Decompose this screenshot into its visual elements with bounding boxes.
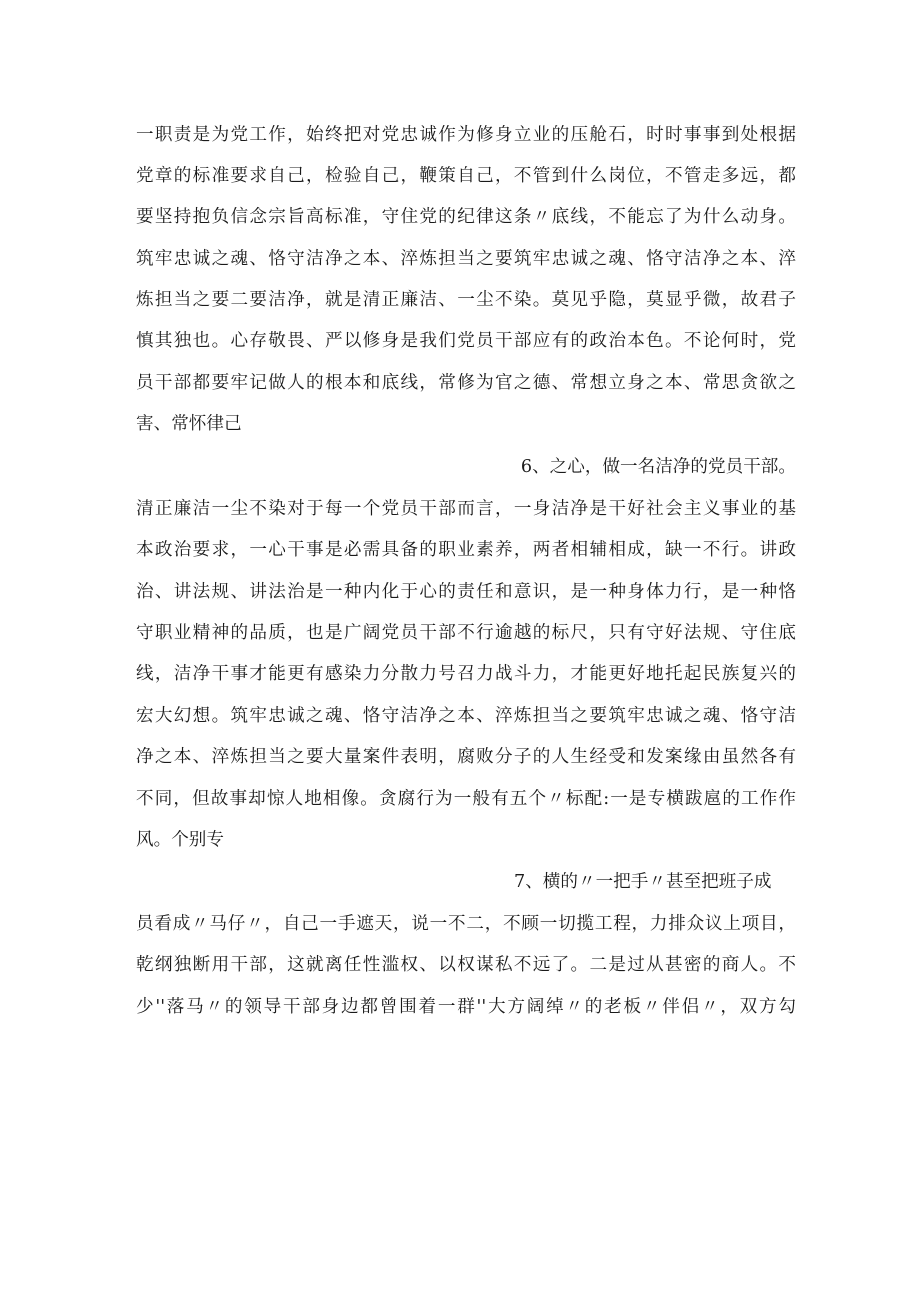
body-text-line: 清正廉洁一尘不染对于每一个党员干部而言，一身洁净是干好社会主义事业的基 [136, 499, 796, 519]
body-text-line: 要坚持抱负信念宗旨高标准，守住党的纪律这条〃底线，不能忘了为什么动身。 [136, 207, 796, 227]
body-text-line: 不同，但故事却惊人地相像。贪腐行为一般有五个〃标配:一是专横跋扈的工作作 [136, 789, 796, 809]
body-text-line: 少''落马〃的领导干部身边都曾围着一群''大方阔绰〃的老板〃伴侣〃，双方勾 [136, 997, 796, 1017]
body-text-line: 线，洁净干事才能更有感染力分散力号召力战斗力，才能更好地托起民族复兴的 [136, 664, 796, 684]
body-text-line: 筑牢忠诚之魂、恪守洁净之本、淬炼担当之要筑牢忠诚之魂、恪守洁净之本、淬 [136, 249, 796, 269]
section-heading-6: 6、之心，做一名洁净的党员干部。 [520, 457, 796, 477]
body-text-line: 守职业精神的品质，也是广阔党员干部不行逾越的标尺，只有守好法规、守住底 [136, 623, 796, 643]
body-text-line: 风。个别专 [136, 830, 224, 850]
body-text-line: 炼担当之要二要洁净，就是清正廉洁、一尘不染。莫见乎隐，莫显乎微，故君子 [136, 290, 796, 310]
body-text-line: 害、常怀律己 [136, 414, 242, 434]
body-text-line: 本政治要求，一心干事是必需具备的职业素养，两者相辅相成，缺一不行。讲政 [136, 540, 796, 560]
body-text-line: 员干部都要牢记做人的根本和底线，常修为官之德、常想立身之本、常思贪欲之 [136, 373, 796, 393]
body-text-line: 乾纲独断用干部，这就离任性滥权、以权谋私不远了。二是过从甚密的商人。不 [136, 955, 796, 975]
body-text-line: 净之本、淬炼担当之要大量案件表明，腐败分子的人生经受和发案缘由虽然各有 [136, 747, 796, 767]
body-text-line: 党章的标准要求自己，检验自己，鞭策自己，不管到什么岗位，不管走多远，都 [136, 166, 796, 186]
section-heading-7: 7、横的〃一把手〃甚至把班子成 [514, 872, 772, 892]
body-text-line: 员看成〃马仔〃，自己一手遮天，说一不二，不顾一切揽工程，力排众议上项目， [136, 914, 796, 934]
body-text-line: 治、讲法规、讲法治是一种内化于心的责任和意识，是一种身体力行，是一种恪 [136, 582, 796, 602]
body-text-line: 一职责是为党工作，始终把对党忠诚作为修身立业的压舱石，时时事事到处根据 [136, 125, 796, 145]
body-text-line: 宏大幻想。筑牢忠诚之魂、恪守洁净之本、淬炼担当之要筑牢忠诚之魂、恪守洁 [136, 706, 796, 726]
body-text-line: 慎其独也。心存敬畏、严以修身是我们党员干部应有的政治本色。不论何时，党 [136, 331, 796, 351]
